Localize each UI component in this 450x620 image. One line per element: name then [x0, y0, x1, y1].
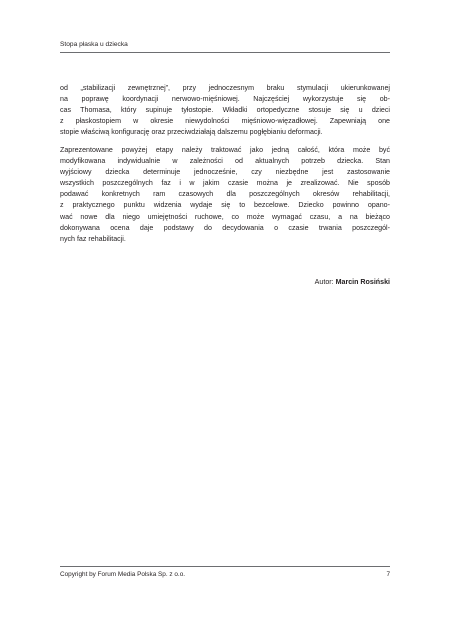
text-line: stopie właściwą konfigurację oraz przeciwdziałają dalszemu pogłębianiu deformacji. — [60, 128, 323, 137]
text-line: od „stabilizacji zewnętrznej”, przy jednoczesnym braku stymulacji ukierunkowanej — [60, 84, 390, 92]
article-body — [60, 83, 390, 252]
text-line: z płaskostopiem w okresie niewydolności mięśniowo-więzadłowej. Zapewniają one — [60, 117, 390, 126]
paragraph — [60, 145, 390, 244]
page-footer — [60, 566, 390, 579]
running-header — [60, 40, 390, 53]
page-number: 7 — [386, 571, 390, 578]
text-line: z praktycznego punktu widzenia wydaje się to bezcelowe. Dziecko powinno opano- — [60, 201, 390, 210]
paragraph — [60, 83, 390, 138]
text-line: cas Thomasa, który supinuje tyłostopie. Wkładki ortopedyczne stosuje się u dzieci — [60, 106, 390, 115]
text-line: podawać konkretnych ram czasowych dla poszczególnych okresów rehabilitacji, — [60, 190, 390, 199]
author-line — [60, 277, 390, 288]
text-line: nych faz rehabilitacji. — [60, 234, 126, 243]
text-line: wszystkich poszczególnych faz i w jakim czasie można je zrealizować. Nie sposób — [60, 179, 390, 188]
author-label: Autor: — [314, 278, 334, 286]
author-name: Marcin Rosiński — [335, 278, 390, 286]
text-line: na poprawę koordynacji nerwowo-mięśniowej. Najczęściej wykorzystuje się ob- — [60, 95, 390, 104]
text-line: Zaprezentowane powyżej etapy należy traktować jako jedną całość, która może być — [60, 146, 390, 155]
text-line: wyjściowy dziecka determinuje jednocześnie, czy niezbędne jest zastosowanie — [60, 168, 390, 177]
text-line: modyfikowana indywidualnie w zależności od aktualnych potrzeb dziecka. Stan — [60, 157, 390, 166]
footer-copyright: Copyright by Forum Media Polska Sp. z o.o. — [60, 571, 186, 578]
header-title: Stopa płaska u dziecka — [60, 41, 128, 48]
text-line: dokonywana ocena daje podstawy do decydowania o czasie trwania poszczegól- — [60, 223, 390, 232]
text-line: wać nowe dla niego umiejętności ruchowe, co może wymagać czasu, a na bieżąco — [60, 212, 390, 221]
